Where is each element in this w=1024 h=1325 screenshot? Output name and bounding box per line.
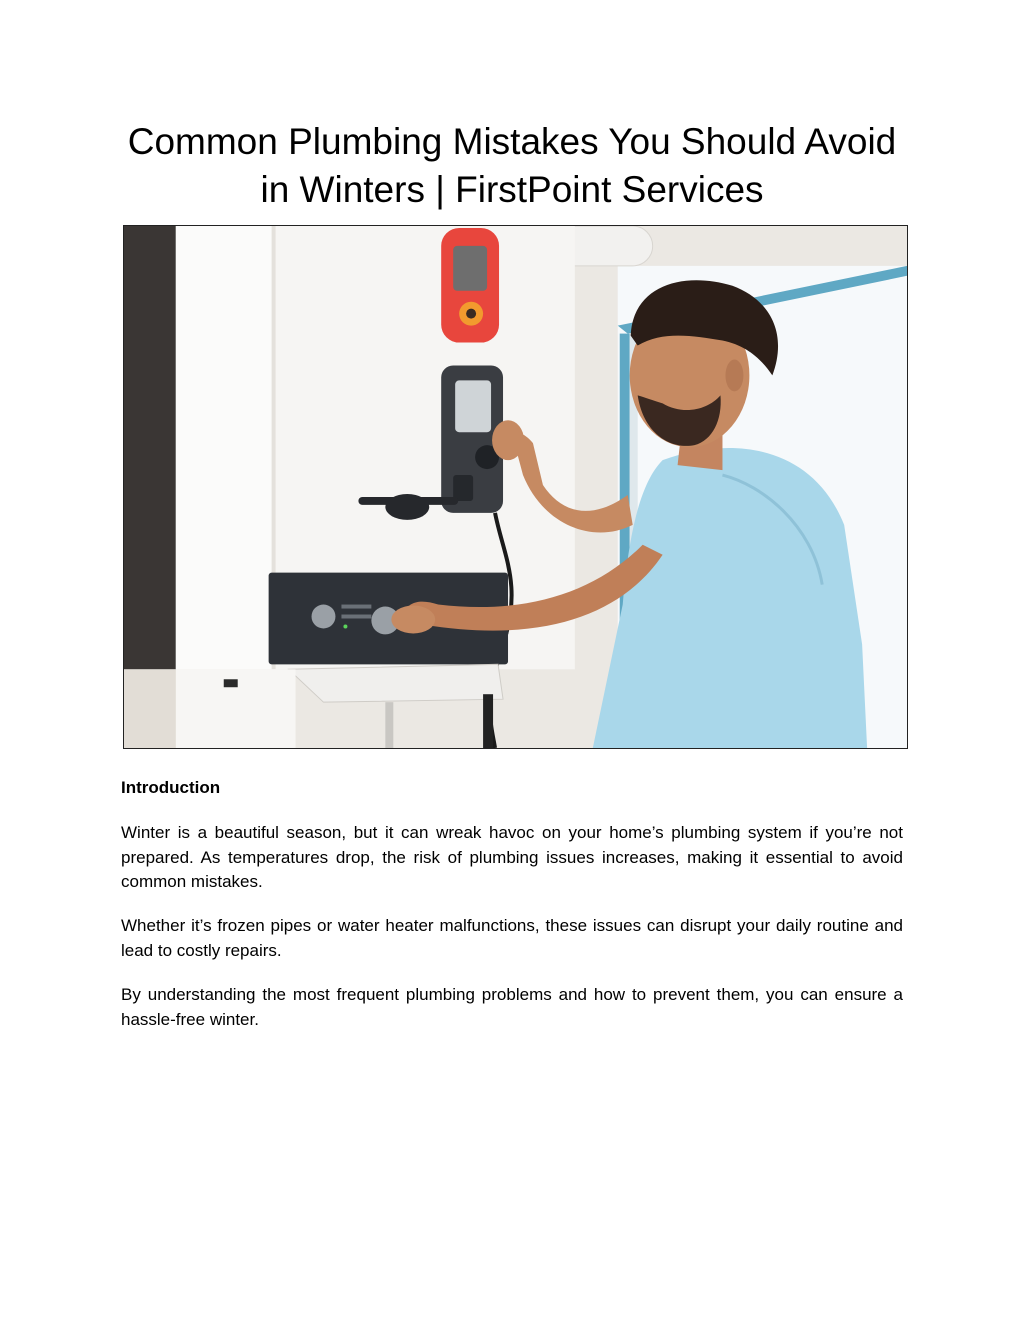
body-paragraph: By understanding the most frequent plumbing problems and how to prevent them, you can ensure a hassle-free winter. bbox=[121, 985, 903, 1029]
dark-wall-strip bbox=[124, 226, 176, 669]
hero-image bbox=[123, 225, 908, 749]
water-heater-technician-illustration bbox=[124, 226, 907, 748]
section-heading-introduction: Introduction bbox=[121, 778, 221, 797]
body-paragraph: Winter is a beautiful season, but it can wreak havoc on your home’s plumbing system if you’re not prepared. As temperatures drop, the risk of plumbing issues increases, making it essential to avoid common mistakes. bbox=[121, 823, 903, 891]
page-title: Common Plumbing Mistakes You Should Avoid in Winters | FirstPoint Services bbox=[127, 121, 897, 210]
body-paragraph: Whether it’s frozen pipes or water heater malfunctions, these issues can disrupt your daily routine and lead to costly repairs. bbox=[121, 916, 903, 960]
